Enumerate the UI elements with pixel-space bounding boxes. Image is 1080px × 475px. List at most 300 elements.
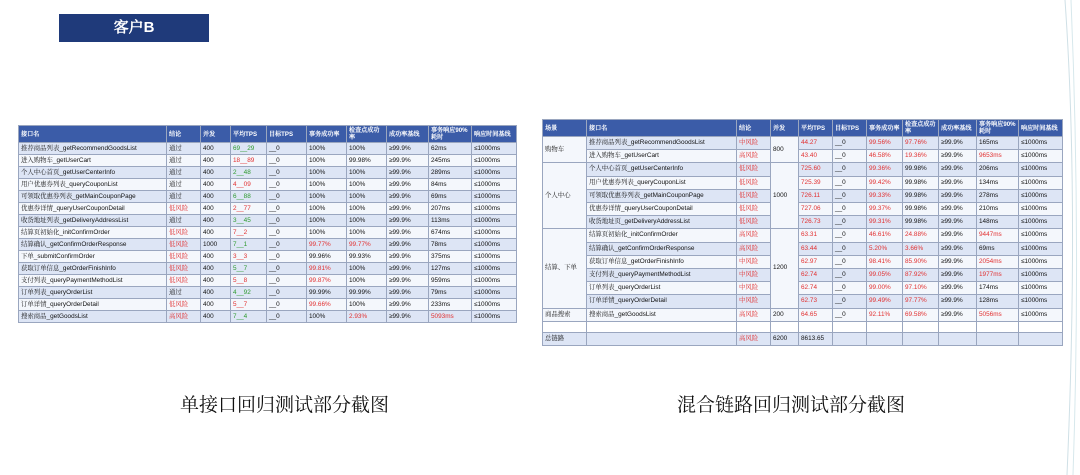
total-cell: 8613.65 (799, 332, 833, 345)
table-cell: 87.92% (903, 269, 939, 282)
table-cell: 99.77% (307, 239, 347, 251)
decorative-curves (1063, 0, 1080, 475)
table-cell: __0 (267, 287, 307, 299)
table-cell: 128ms (977, 295, 1019, 308)
table-cell: ≤1000ms (1019, 163, 1063, 176)
table-row (543, 229, 1063, 242)
column-header: 结论 (167, 126, 201, 143)
table-cell: 62.74 (799, 282, 833, 295)
table-cell: 通过 (167, 155, 201, 167)
table-cell: 400 (201, 143, 231, 155)
table-cell: 99.98% (347, 155, 387, 167)
table-cell: 获取订单信息_getOrderFinishInfo (19, 263, 167, 275)
table-cell: 727.06 (799, 203, 833, 216)
table-cell: 结算页初始化_initConfirmOrder (587, 229, 737, 242)
table-row (19, 143, 517, 155)
table-cell: 174ms (977, 282, 1019, 295)
table-cell: 43.40 (799, 150, 833, 163)
table-cell: 2__77 (231, 203, 267, 215)
table-cell: ≤1000ms (1019, 150, 1063, 163)
table-cell: ≤1000ms (1019, 308, 1063, 321)
customer-badge: 客户B (59, 14, 209, 42)
table-cell: ≤1000ms (1019, 189, 1063, 202)
table-row (543, 308, 1063, 321)
table-cell: __0 (267, 155, 307, 167)
column-header: 成功率基线 (939, 120, 977, 137)
table-cell: 通过 (167, 179, 201, 191)
column-header: 成功率基线 (387, 126, 429, 143)
table-cell: ≤1000ms (472, 239, 517, 251)
table-cell: 3__45 (231, 215, 267, 227)
table-header-row (543, 120, 1063, 137)
table-header-row (19, 126, 517, 143)
total-cell (867, 332, 903, 345)
table-cell: 245ms (429, 155, 472, 167)
table-cell: 726.11 (799, 189, 833, 202)
table-cell: ≥99.9% (939, 176, 977, 189)
table-row (543, 242, 1063, 255)
table-cell: ≥99.9% (939, 137, 977, 150)
table-cell: ≥99.9% (387, 167, 429, 179)
table-cell: ≤1000ms (1019, 295, 1063, 308)
total-cell (939, 332, 977, 345)
table-cell: 92.11% (867, 308, 903, 321)
table-cell: 113ms (429, 215, 472, 227)
table-cell: ≤1000ms (1019, 282, 1063, 295)
table-cell: ≥99.9% (387, 179, 429, 191)
table-row (543, 255, 1063, 268)
column-header: 并发 (201, 126, 231, 143)
table-cell: 5056ms (977, 308, 1019, 321)
table-cell: __0 (267, 191, 307, 203)
column-header: 响应时间基线 (472, 126, 517, 143)
table-cell: 结算页初始化_initConfirmOrder (19, 227, 167, 239)
table-cell: ≥99.9% (387, 275, 429, 287)
table-cell: 低风险 (737, 176, 771, 189)
table-cell: __0 (833, 150, 867, 163)
spacer-cell (799, 321, 833, 332)
table-cell: __0 (267, 311, 307, 323)
table-row (543, 269, 1063, 282)
mixed-chain-table (542, 119, 1063, 346)
table-cell: 99.42% (867, 176, 903, 189)
table-cell: 69ms (429, 191, 472, 203)
table-cell: __0 (267, 239, 307, 251)
table-cell: 低风险 (737, 216, 771, 229)
table-row (19, 287, 517, 299)
table-cell: 210ms (977, 203, 1019, 216)
table-cell: 高风险 (737, 150, 771, 163)
table-cell: 获取订单信息_getOrderFinishInfo (587, 255, 737, 268)
table-cell: ≤1000ms (1019, 216, 1063, 229)
table-cell: 推荐商品列表_getRecommendGoodsList (19, 143, 167, 155)
table-cell: 5__7 (231, 263, 267, 275)
spacer-cell (1019, 321, 1063, 332)
table-cell: 674ms (429, 227, 472, 239)
table-cell: 134ms (977, 176, 1019, 189)
table-cell: 375ms (429, 251, 472, 263)
table-cell: 278ms (977, 189, 1019, 202)
table-row (543, 189, 1063, 202)
table-cell: ≥99.9% (387, 311, 429, 323)
table-cell: __0 (267, 251, 307, 263)
table-cell: 3.66% (903, 242, 939, 255)
table-cell: 中风险 (737, 137, 771, 150)
table-cell: 69ms (977, 242, 1019, 255)
column-header: 事务成功率 (867, 120, 903, 137)
table-cell: 400 (201, 179, 231, 191)
table-cell: __0 (267, 263, 307, 275)
column-header: 平均TPS (799, 120, 833, 137)
table-cell: ≤1000ms (472, 311, 517, 323)
table-cell: 100% (347, 227, 387, 239)
table-row (19, 263, 517, 275)
table-cell: 100% (347, 179, 387, 191)
table-cell: __0 (833, 176, 867, 189)
table-cell: 99.66% (307, 299, 347, 311)
table-cell: 进入购物车_getUserCart (587, 150, 737, 163)
column-header: 事务成功率 (307, 126, 347, 143)
table-cell: ≤1000ms (472, 299, 517, 311)
table-cell: 400 (201, 299, 231, 311)
table-cell: 低风险 (167, 251, 201, 263)
table-row (543, 150, 1063, 163)
table-cell: 63.31 (799, 229, 833, 242)
table-cell: 400 (201, 203, 231, 215)
table-cell: 低风险 (167, 275, 201, 287)
table-cell: 100% (347, 191, 387, 203)
table-cell: 97.77% (903, 295, 939, 308)
table-cell: ≤1000ms (472, 263, 517, 275)
concurrency-cell: 1200 (771, 229, 799, 308)
table-cell: 99.99% (347, 287, 387, 299)
table-cell: 100% (307, 167, 347, 179)
table-cell: __0 (267, 203, 307, 215)
table-cell: 400 (201, 155, 231, 167)
table-row (19, 227, 517, 239)
table-cell: 支付列表_queryPaymentMethodList (587, 269, 737, 282)
table-cell: ≥99.9% (387, 227, 429, 239)
table-cell: 订单详情_queryOrderDetail (19, 299, 167, 311)
table-cell: ≥99.9% (387, 251, 429, 263)
column-header: 目标TPS (267, 126, 307, 143)
table-cell: 2__48 (231, 167, 267, 179)
table-cell: 高风险 (167, 311, 201, 323)
table-cell: ≤1000ms (472, 179, 517, 191)
table-cell: ≤1000ms (472, 203, 517, 215)
table-cell: 高风险 (737, 229, 771, 242)
table-row (19, 155, 517, 167)
table-cell: 400 (201, 263, 231, 275)
table-cell: 400 (201, 311, 231, 323)
table-cell: 4__09 (231, 179, 267, 191)
table-cell: __0 (267, 179, 307, 191)
total-cell: 总链路 (543, 332, 587, 345)
table-cell: ≥99.9% (939, 242, 977, 255)
table-cell: 85.90% (903, 255, 939, 268)
table-cell: __0 (833, 137, 867, 150)
table-cell: __0 (833, 163, 867, 176)
table-row (543, 137, 1063, 150)
table-cell: 7__4 (231, 311, 267, 323)
table-cell: ≥99.9% (387, 203, 429, 215)
spacer-cell (903, 321, 939, 332)
table-cell: ≤1000ms (472, 155, 517, 167)
table-cell: 725.39 (799, 176, 833, 189)
table-cell: 289ms (429, 167, 472, 179)
table-cell: 62.73 (799, 295, 833, 308)
table-cell: 100% (347, 143, 387, 155)
table-cell: 7__1 (231, 239, 267, 251)
table-cell: 6__88 (231, 191, 267, 203)
table-row (19, 215, 517, 227)
table-cell: 进入购物车_getUserCart (19, 155, 167, 167)
column-header: 检查点成功率 (903, 120, 939, 137)
table-cell: 低风险 (167, 203, 201, 215)
table-cell: ≤1000ms (472, 167, 517, 179)
table-cell: ≥99.9% (939, 216, 977, 229)
table-cell: ≥99.9% (387, 287, 429, 299)
table-cell: ≥99.9% (939, 295, 977, 308)
spacer-cell (939, 321, 977, 332)
table-cell: 62ms (429, 143, 472, 155)
table-cell: 99.33% (867, 189, 903, 202)
scene-cell: 个人中心 (543, 163, 587, 229)
table-cell: 100% (307, 227, 347, 239)
column-header: 平均TPS (231, 126, 267, 143)
column-header: 事务响应90%耗时 (429, 126, 472, 143)
table-cell: 下单_submitConfirmOrder (19, 251, 167, 263)
table-cell: __0 (833, 242, 867, 255)
scene-cell: 商品搜索 (543, 308, 587, 321)
table-row (19, 311, 517, 323)
table-cell: 可领取优惠券列表_getMainCouponPage (587, 189, 737, 202)
total-cell: 高风险 (737, 332, 771, 345)
table-cell: 99.98% (903, 176, 939, 189)
single-interface-table (18, 125, 517, 323)
table-cell: 推荐商品列表_getRecommendGoodsList (587, 137, 737, 150)
table-cell: 个人中心首页_getUserCenterInfo (587, 163, 737, 176)
table-cell: ≥99.9% (939, 163, 977, 176)
table-cell: 127ms (429, 263, 472, 275)
table-cell: 低风险 (167, 299, 201, 311)
table-cell: __0 (833, 308, 867, 321)
table-cell: ≤1000ms (1019, 176, 1063, 189)
table-cell: ≤1000ms (1019, 229, 1063, 242)
table-cell: 低风险 (167, 263, 201, 275)
column-header: 场景 (543, 120, 587, 137)
table-cell: 低风险 (737, 163, 771, 176)
table-cell: ≥99.9% (939, 308, 977, 321)
column-header: 接口名 (587, 120, 737, 137)
table-row (543, 295, 1063, 308)
table-cell: ≤1000ms (472, 191, 517, 203)
table-cell: 46.58% (867, 150, 903, 163)
spacer-cell (543, 321, 587, 332)
table-cell: 98.41% (867, 255, 903, 268)
table-cell: 优惠券详情_queryUserCouponDetail (587, 203, 737, 216)
table-row (19, 275, 517, 287)
table-cell: 5093ms (429, 311, 472, 323)
table-cell: 725.60 (799, 163, 833, 176)
table-cell: 7__2 (231, 227, 267, 239)
table-cell: 46.61% (867, 229, 903, 242)
total-cell (903, 332, 939, 345)
spacer-cell (771, 321, 799, 332)
table-row (19, 191, 517, 203)
table-cell: 99.93% (347, 251, 387, 263)
table-cell: 100% (347, 215, 387, 227)
table-cell: 99.81% (307, 263, 347, 275)
table-cell: 通过 (167, 287, 201, 299)
table-cell: 中风险 (737, 255, 771, 268)
table-cell: 100% (307, 155, 347, 167)
table-cell: 低风险 (167, 239, 201, 251)
table-cell: ≤1000ms (1019, 203, 1063, 216)
table-cell: 通过 (167, 143, 201, 155)
table-cell: 1000 (201, 239, 231, 251)
scene-cell: 结算、下单 (543, 229, 587, 308)
right-caption: 混合链路回归测试部分截图 (677, 395, 906, 416)
table-cell: 用户优惠券列表_queryCouponList (19, 179, 167, 191)
table-cell: 100% (347, 203, 387, 215)
table-cell: ≥99.9% (387, 155, 429, 167)
table-cell: ≥99.9% (939, 269, 977, 282)
table-cell: 400 (201, 227, 231, 239)
table-cell: 支付列表_queryPaymentMethodList (19, 275, 167, 287)
spacer-cell (833, 321, 867, 332)
table-cell: 通过 (167, 167, 201, 179)
table-cell: 收货地址列表_getDeliveryAddressList (19, 215, 167, 227)
table-cell: __0 (833, 295, 867, 308)
table-cell: 100% (307, 203, 347, 215)
table-cell: 100% (347, 299, 387, 311)
table-cell: 1977ms (977, 269, 1019, 282)
table-cell: ≤1000ms (472, 227, 517, 239)
column-header: 结论 (737, 120, 771, 137)
table-cell: 收货地址页_getDeliveryAddressList (587, 216, 737, 229)
table-cell: 400 (201, 251, 231, 263)
table-cell: 低风险 (737, 203, 771, 216)
table-cell: 优惠券详情_queryUserCouponDetail (19, 203, 167, 215)
table-cell: 用户优惠券列表_queryCouponList (587, 176, 737, 189)
table-cell: 99.05% (867, 269, 903, 282)
table-cell: 100% (307, 191, 347, 203)
table-cell: 99.99% (307, 287, 347, 299)
table-cell: ≤1000ms (472, 215, 517, 227)
table-cell: 99.77% (347, 239, 387, 251)
table-row (543, 203, 1063, 216)
table-cell: ≥99.9% (939, 229, 977, 242)
table-cell: 2.93% (347, 311, 387, 323)
total-row (543, 332, 1063, 345)
table-cell: ≥99.9% (387, 215, 429, 227)
table-cell: 64.65 (799, 308, 833, 321)
table-cell: 通过 (167, 191, 201, 203)
table-cell: 可领取优惠券列表_getMainCouponPage (19, 191, 167, 203)
table-cell: ≥99.9% (387, 143, 429, 155)
total-cell (587, 332, 737, 345)
table-cell: 中风险 (737, 282, 771, 295)
table-cell: 62.74 (799, 269, 833, 282)
table-cell: 97.10% (903, 282, 939, 295)
total-cell (833, 332, 867, 345)
table-cell: __0 (833, 216, 867, 229)
table-cell: ≤1000ms (472, 287, 517, 299)
table-cell: __0 (833, 255, 867, 268)
column-header: 检查点成功率 (347, 126, 387, 143)
table-cell: 个人中心首页_getUserCenterInfo (19, 167, 167, 179)
table-cell: ≤1000ms (1019, 269, 1063, 282)
table-row (19, 239, 517, 251)
table-cell: 中风险 (737, 269, 771, 282)
table-cell: 结算确认_getConfirmOrderResponse (587, 242, 737, 255)
table-cell: 79ms (429, 287, 472, 299)
table-cell: 结算确认_getConfirmOrderResponse (19, 239, 167, 251)
table-cell: __0 (267, 167, 307, 179)
table-row (543, 282, 1063, 295)
spacer-row (543, 321, 1063, 332)
table-cell: 99.98% (903, 189, 939, 202)
total-cell: 6200 (771, 332, 799, 345)
column-header: 事务响应90%耗时 (977, 120, 1019, 137)
column-header: 接口名 (19, 126, 167, 143)
table-cell: 99.96% (307, 251, 347, 263)
table-cell: 通过 (167, 215, 201, 227)
table-cell: __0 (833, 203, 867, 216)
table-cell: 9447ms (977, 229, 1019, 242)
table-row (19, 299, 517, 311)
table-cell: ≥99.9% (939, 255, 977, 268)
table-cell: 2054ms (977, 255, 1019, 268)
table-cell: 99.00% (867, 282, 903, 295)
table-cell: __0 (267, 299, 307, 311)
concurrency-cell: 1000 (771, 163, 799, 229)
table-cell: 400 (201, 275, 231, 287)
table-cell: ≤1000ms (1019, 255, 1063, 268)
table-cell: 165ms (977, 137, 1019, 150)
table-cell: 中风险 (737, 295, 771, 308)
table-cell: ≤1000ms (1019, 137, 1063, 150)
table-cell: 订单详情_queryOrderDetail (587, 295, 737, 308)
table-cell: ≥99.9% (939, 203, 977, 216)
table-cell: 726.73 (799, 216, 833, 229)
table-cell: 84ms (429, 179, 472, 191)
table-cell: __0 (833, 269, 867, 282)
table-cell: __0 (833, 282, 867, 295)
column-header: 并发 (771, 120, 799, 137)
table-cell: 78ms (429, 239, 472, 251)
table-cell: ≥99.9% (939, 282, 977, 295)
table-cell: 100% (347, 167, 387, 179)
table-cell: __0 (833, 229, 867, 242)
table-cell: ≤1000ms (472, 251, 517, 263)
table-cell: __0 (267, 143, 307, 155)
table-cell: 3__3 (231, 251, 267, 263)
table-cell: 100% (347, 275, 387, 287)
table-cell: 207ms (429, 203, 472, 215)
table-cell: 100% (307, 215, 347, 227)
table-cell: 62.97 (799, 255, 833, 268)
table-cell: ≥99.9% (387, 191, 429, 203)
table-cell: 233ms (429, 299, 472, 311)
table-cell: 搜索商品_getGoodsList (587, 308, 737, 321)
table-cell: 100% (307, 143, 347, 155)
table-cell: 44.27 (799, 137, 833, 150)
table-cell: 18__89 (231, 155, 267, 167)
table-cell: 99.87% (307, 275, 347, 287)
total-cell (1019, 332, 1063, 345)
